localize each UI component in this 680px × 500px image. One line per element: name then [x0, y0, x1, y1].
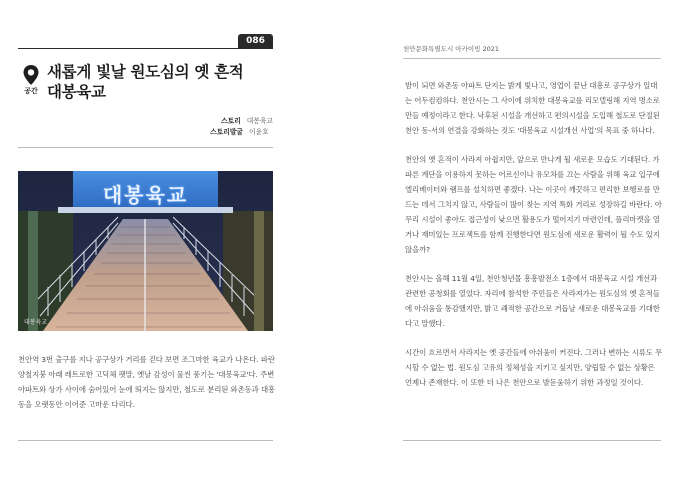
bridge-photo	[18, 171, 273, 331]
body-paragraph: 시간이 흐르면서 사라지는 옛 공간들에 아쉬움이 커진다. 그러나 변하는 시류도 무시할 수 없는 법. 원도심 고유의 정체성을 지키고 싶지만, 양립할 수 없는 상황은 언제나 존재한다. 이 또한 더 나은 천안으로 발돋움하기 위한 과정일 것이다.	[405, 348, 663, 387]
title-line-2: 대봉육교	[47, 83, 106, 101]
divider	[18, 440, 273, 441]
category-block	[20, 64, 42, 96]
photo-caption: 대봉육교	[24, 319, 48, 326]
credit-name: 대봉육교	[246, 117, 273, 125]
left-body-text: 천안역 3번 출구를 지나 공구상가 거리를 걷다 보면 조그마한 육교가 나온다. 파란 양철지붕 아래 레트로한 고딕체 팻말, 옛날 감성이 물씬 풍기는 '대봉육교'다. 주변 아파트와 상가 사이에 숨어있어 눈에 띄지는 않지만, 철도로 분리된 와촌동과 대흥동을 오랫동안 이어준 고마운 다리다.	[18, 355, 276, 409]
divider	[403, 58, 661, 59]
divider	[403, 440, 661, 441]
credit-role: 스토리발굴	[210, 128, 243, 136]
body-paragraph: 천안의 옛 흔적이 사라져 아쉽지만, 앞으로 만나게 될 새로운 모습도 기대된다. 가파른 계단을 이용하지 못하는 어르신이나 유모차를 끄는 사람을 위해 육교 입구에 엘리베이터와 램프를 설치하면 좋겠다. 나는 이곳이 깨끗하고 편리한 보행로를 만드는 데서 그치지 않고, 사람들이 많이 찾는 지역 특화 거리로 성장하길 바란다. 아무리 시설이 좋아도 접근성이 낮으면 활용도가 떨어지기 마련인데, 플리마켓을 열거나 재미있는 프로젝트를 함께 진행한다면 원도심에 새로운 활력이 될 수도 있지 않을까?	[405, 155, 662, 254]
body-paragraph: 밤이 되면 와촌동 아파트 단지는 밝게 빛나고, 영업이 끝난 대흥로 공구상가 일대는 어두컴컴하다. 천안시는 그 사이에 위치한 대봉육교를 리모델링해 지역 명소로 만들 예정이라고 한다. 낙후된 시설을 개선하고 편의시설을 도입해 철도로 단절된 천안 동-서의 연결을 강화하는 것도 '대봉육교 시설개선 사업'의 목표 중 하나다.	[405, 81, 660, 135]
location-pin-icon	[22, 64, 40, 86]
running-head: 천안문화특별도시 아카이빙 2021	[403, 45, 500, 53]
title-line-1: 새롭게 빛날 원도심의 옛 흔적	[47, 63, 244, 81]
credit-row	[205, 127, 273, 138]
body-paragraph: 천안시는 올해 11월 4일, 천안청년몰 흥흥발전소 1층에서 대봉육교 시설 개선과 관련한 공청회를 열었다. 자리에 참석한 주민들은 사라져가는 원도심의 옛 흔적들에 아쉬움을 통감했지만, 밝고 쾌적한 공간으로 거듭날 새로운 대봉육교를 기대한다고 말했다.	[405, 274, 660, 328]
category-label: 공간	[24, 87, 38, 95]
credits	[205, 116, 273, 138]
divider	[18, 147, 273, 148]
right-body-text	[405, 78, 663, 404]
page-number-rule	[18, 48, 273, 49]
article-title	[47, 62, 277, 102]
credit-name: 이윤호	[249, 128, 269, 136]
credit-role: 스토리	[221, 117, 241, 125]
page-number: 086	[238, 34, 273, 49]
photo-sign-text: 대봉육교	[102, 183, 189, 207]
credit-row	[205, 116, 273, 127]
